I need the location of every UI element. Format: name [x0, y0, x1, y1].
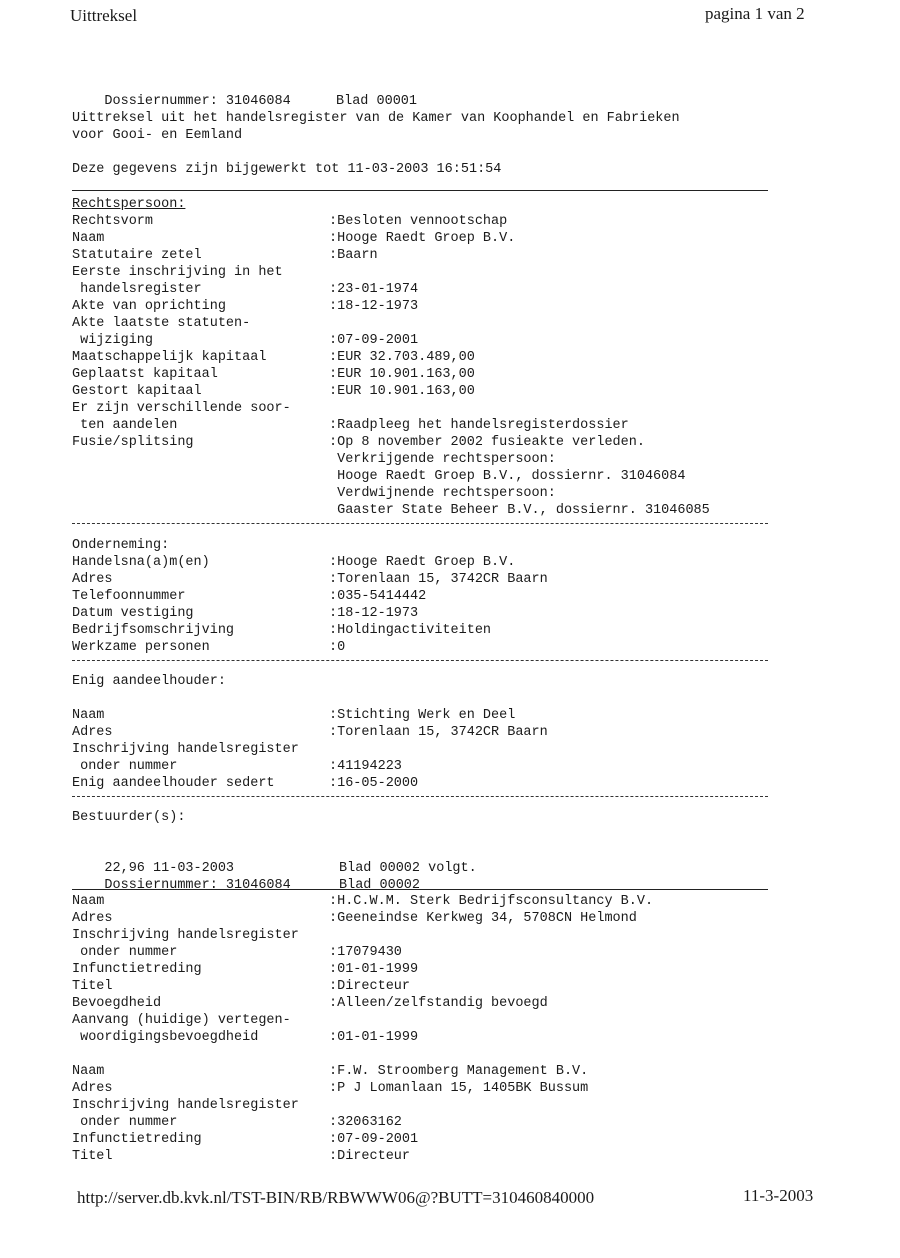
field-value: :07-09-2001 — [329, 1132, 419, 1147]
field-label: Infunctietreding — [72, 962, 202, 977]
field-row — [72, 961, 653, 978]
field-label: Naam — [72, 231, 105, 246]
section-bestuurders — [72, 809, 477, 893]
field-label — [72, 502, 329, 519]
field-label: Inschrijving handelsregister — [72, 1098, 299, 1113]
field-label: Adres — [72, 572, 113, 587]
blad-number: Blad 00002 — [339, 878, 421, 893]
field-label: onder nummer — [72, 945, 178, 960]
field-label: wijziging — [72, 333, 154, 348]
section-rechtspersoon — [72, 196, 710, 519]
field-label: Titel — [72, 979, 113, 994]
field-row — [72, 639, 548, 656]
section-onderneming — [72, 537, 548, 656]
field-row — [72, 554, 548, 571]
field-value: :035-5414442 — [329, 589, 427, 604]
field-label: Aanvang (huidige) vertegen- — [72, 1013, 291, 1028]
section-heading: Enig aandeelhouder: — [72, 674, 226, 689]
field-row — [72, 605, 548, 622]
divider — [72, 796, 768, 797]
field-row — [72, 451, 710, 468]
field-label: Adres — [72, 725, 113, 740]
aandeelhouder-rows — [72, 707, 548, 792]
dossier-number: Dossiernummer: 31046084 — [104, 94, 291, 109]
intro-line-2: voor Gooi- en Eemland — [72, 128, 243, 143]
field-value: :P J Lomanlaan 15, 1405BK Bussum — [329, 1081, 589, 1096]
field-row — [72, 230, 710, 247]
field-value: Hooge Raedt Groep B.V., dossiernr. 31046084 — [329, 469, 686, 484]
field-row — [72, 707, 548, 724]
updated-line: Deze gegevens zijn bijgewerkt tot 11-03-2003 16:51:54 — [72, 162, 502, 177]
field-value: :Op 8 november 2002 fusieakte verleden. — [329, 435, 645, 450]
field-label: Geplaatst kapitaal — [72, 367, 218, 382]
field-row — [72, 571, 548, 588]
field-value: :Alleen/zelfstandig bevoegd — [329, 996, 548, 1011]
field-label: onder nummer — [72, 759, 178, 774]
field-value: :Holdingactiviteiten — [329, 623, 492, 638]
field-value: :Geeneindse Kerkweg 34, 5708CN Helmond — [329, 911, 637, 926]
field-row — [72, 995, 653, 1012]
field-row — [72, 724, 548, 741]
bestuurder-2 — [72, 1063, 653, 1165]
field-value: :17079430 — [329, 945, 402, 960]
divider — [72, 190, 768, 191]
field-row — [72, 298, 710, 315]
field-row — [72, 1114, 653, 1131]
field-label: Telefoonnummer — [72, 589, 186, 604]
field-label: Adres — [72, 911, 113, 926]
section-aandeelhouder — [72, 673, 548, 792]
field-label: Statutaire zetel — [72, 248, 202, 263]
field-label: Maatschappelijk kapitaal — [72, 350, 267, 365]
field-label — [72, 485, 329, 502]
field-value: :EUR 10.901.163,00 — [329, 367, 475, 382]
field-label: Naam — [72, 708, 105, 723]
field-value: :Torenlaan 15, 3742CR Baarn — [329, 725, 548, 740]
field-row — [72, 622, 548, 639]
field-value: :Hooge Raedt Groep B.V. — [329, 555, 516, 570]
onderneming-rows — [72, 554, 548, 656]
print-stamp: 22,96 11-03-2003 — [104, 861, 235, 876]
field-label: Adres — [72, 1081, 113, 1096]
field-label: Naam — [72, 894, 105, 909]
divider — [72, 660, 768, 661]
field-value: :07-09-2001 — [329, 333, 419, 348]
field-row — [72, 315, 710, 332]
field-row — [72, 758, 548, 775]
field-value: :Hooge Raedt Groep B.V. — [329, 231, 516, 246]
field-value: :16-05-2000 — [329, 776, 419, 791]
field-row — [72, 1097, 653, 1114]
field-value: :F.W. Stroomberg Management B.V. — [329, 1064, 589, 1079]
field-label: Gestort kapitaal — [72, 384, 202, 399]
field-value: Verkrijgende rechtspersoon: — [329, 452, 556, 467]
field-value: :0 — [329, 640, 346, 655]
field-row — [72, 383, 710, 400]
field-value: :EUR 32.703.489,00 — [329, 350, 475, 365]
field-value: :18-12-1973 — [329, 299, 419, 314]
field-label: Handelsna(a)m(en) — [72, 555, 210, 570]
field-value: :Directeur — [329, 1149, 411, 1164]
section-heading: Onderneming: — [72, 538, 170, 553]
field-row — [72, 978, 653, 995]
field-row — [72, 944, 653, 961]
field-row — [72, 417, 710, 434]
field-row — [72, 1148, 653, 1165]
field-label: Werkzame personen — [72, 640, 210, 655]
field-label: Akte van oprichting — [72, 299, 226, 314]
divider — [72, 523, 768, 524]
field-label: Bedrijfsomschrijving — [72, 623, 235, 638]
field-label: ten aandelen — [72, 418, 178, 433]
dossier-line — [72, 76, 680, 109]
field-row — [72, 775, 548, 792]
page-break-line-1 — [72, 843, 477, 876]
field-label — [72, 468, 329, 485]
field-value: :01-01-1999 — [329, 962, 419, 977]
divider — [72, 889, 768, 890]
field-label: Fusie/splitsing — [72, 435, 194, 450]
bestuurder-1 — [72, 893, 653, 1046]
field-value: :Besloten vennootschap — [329, 214, 508, 229]
next-page-note: Blad 00002 volgt. — [339, 861, 477, 876]
dossier-number: Dossiernummer: 31046084 — [104, 878, 291, 893]
field-row — [72, 485, 710, 502]
field-label: Akte laatste statuten- — [72, 316, 251, 331]
field-label: Infunctietreding — [72, 1132, 202, 1147]
page-number: pagina 1 van 2 — [705, 4, 805, 23]
field-row — [72, 400, 710, 417]
field-row — [72, 366, 710, 383]
field-row — [72, 893, 653, 910]
field-label: Inschrijving handelsregister — [72, 928, 299, 943]
field-row — [72, 332, 710, 349]
intro-line-1: Uittreksel uit het handelsregister van de Kamer van Koophandel en Fabrieken — [72, 111, 680, 126]
field-value: :Torenlaan 15, 3742CR Baarn — [329, 572, 548, 587]
field-row — [72, 1029, 653, 1046]
field-row — [72, 910, 653, 927]
field-label: Enig aandeelhouder sedert — [72, 776, 275, 791]
field-row — [72, 1012, 653, 1029]
field-row — [72, 588, 548, 605]
field-value: :18-12-1973 — [329, 606, 419, 621]
field-row — [72, 1080, 653, 1097]
field-row — [72, 468, 710, 485]
field-value: :Stichting Werk en Deel — [329, 708, 516, 723]
field-label: Bevoegdheid — [72, 996, 162, 1011]
field-label: woordigingsbevoegdheid — [72, 1030, 259, 1045]
field-value: :EUR 10.901.163,00 — [329, 384, 475, 399]
field-row — [72, 247, 710, 264]
field-value: :32063162 — [329, 1115, 402, 1130]
field-label: Eerste inschrijving in het — [72, 265, 283, 280]
field-row — [72, 264, 710, 281]
field-row — [72, 927, 653, 944]
field-row — [72, 434, 710, 451]
field-label: Inschrijving handelsregister — [72, 742, 299, 757]
field-row — [72, 213, 710, 230]
section-heading: Rechtspersoon: — [72, 197, 186, 212]
field-label: Rechtsvorm — [72, 214, 154, 229]
field-label: Titel — [72, 1149, 113, 1164]
page-header-title: Uittreksel — [70, 6, 138, 25]
field-value: :Directeur — [329, 979, 411, 994]
field-label: Naam — [72, 1064, 105, 1079]
field-value: :01-01-1999 — [329, 1030, 419, 1045]
footer-url: http://server.db.kvk.nl/TST-BIN/RB/RBWWW06@?BUTT=310460840000 — [77, 1188, 595, 1207]
field-value: Verdwijnende rechtspersoon: — [329, 486, 556, 501]
field-row — [72, 349, 710, 366]
field-value: :H.C.W.M. Sterk Bedrijfsconsultancy B.V. — [329, 894, 654, 909]
rechtspersoon-rows — [72, 213, 710, 519]
field-row — [72, 741, 548, 758]
section-heading: Bestuurder(s): — [72, 810, 186, 825]
field-value: :Raadpleeg het handelsregisterdossier — [329, 418, 629, 433]
bestuurder-list — [72, 893, 653, 1165]
field-value: :23-01-1974 — [329, 282, 419, 297]
blad-number: Blad 00001 — [336, 94, 418, 109]
document-top — [72, 76, 680, 178]
field-label: handelsregister — [72, 282, 202, 297]
field-value: Gaaster State Beheer B.V., dossiernr. 31046085 — [329, 503, 710, 518]
field-label: Datum vestiging — [72, 606, 194, 621]
field-label: onder nummer — [72, 1115, 178, 1130]
field-label: Er zijn verschillende soor- — [72, 401, 291, 416]
field-value: :41194223 — [329, 759, 402, 774]
field-row — [72, 281, 710, 298]
field-row — [72, 1063, 653, 1080]
footer-date: 11-3-2003 — [743, 1186, 814, 1205]
field-row — [72, 502, 710, 519]
field-row — [72, 1131, 653, 1148]
field-value: :Baarn — [329, 248, 378, 263]
field-label — [72, 451, 329, 468]
